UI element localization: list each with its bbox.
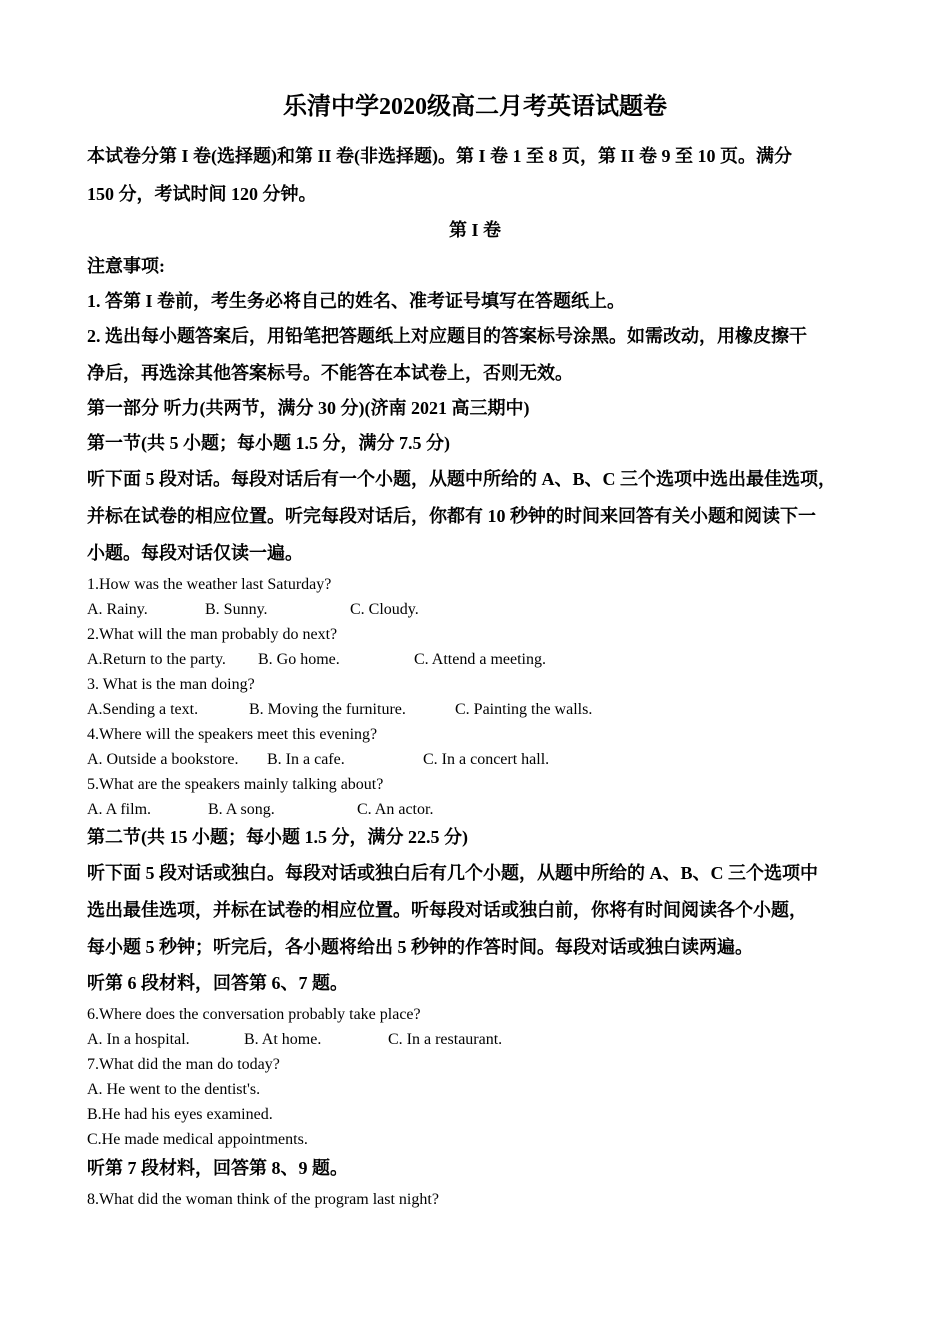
question-7: 7.What did the man do today?	[87, 1056, 280, 1073]
question-6: 6.Where does the conversation probably take place?	[87, 1006, 421, 1023]
q2-option-b: B. Go home.	[258, 651, 340, 668]
question-8: 8.What did the woman think of the program last night?	[87, 1191, 439, 1208]
page-title: 乐清中学2020级高二月考英语试题卷	[283, 94, 667, 120]
part1-heading: 第一部分 听力(共两节，满分 30 分)(济南 2021 高三期中)	[87, 398, 530, 418]
notice-heading: 注意事项:	[87, 256, 165, 276]
q2-option-a: A.Return to the party.	[87, 651, 226, 668]
question-4: 4.Where will the speakers meet this evening?	[87, 726, 378, 743]
q3-option-c: C. Painting the walls.	[455, 701, 593, 718]
question-5: 5.What are the speakers mainly talking about?	[87, 776, 384, 793]
q6-option-a: A. In a hospital.	[87, 1031, 190, 1048]
section2-instruction-1: 听下面 5 段对话或独白。每段对话或独白后有几个小题，从题中所给的 A、B、C 三个选项中	[87, 863, 818, 883]
question-2: 2.What will the man probably do next?	[87, 626, 338, 643]
q6-option-b: B. At home.	[244, 1031, 322, 1048]
question-3: 3. What is the man doing?	[87, 676, 255, 693]
notice-item-2-line-2: 净后，再选涂其他答案标号。不能答在本试卷上，否则无效。	[87, 363, 573, 383]
q3-option-a: A.Sending a text.	[87, 701, 199, 718]
q4-option-b: B. In a cafe.	[267, 751, 345, 768]
section1-instruction-3: 小题。每段对话仅读一遍。	[87, 543, 303, 563]
q7-option-c: C.He made medical appointments.	[87, 1131, 308, 1148]
intro-line-1: 本试卷分第 I 卷(选择题)和第 II 卷(非选择题)。第 I 卷 1 至 8 页，第 II 卷 9 至 10 页。满分	[87, 146, 793, 166]
q7-option-a: A. He went to the dentist's.	[87, 1081, 261, 1098]
material-7-heading: 听第 7 段材料，回答第 8、9 题。	[87, 1158, 348, 1178]
q2-option-c: C. Attend a meeting.	[414, 651, 546, 668]
notice-item-1: 1. 答第 I 卷前，考生务必将自己的姓名、准考证号填写在答题纸上。	[87, 291, 626, 311]
q1-option-a: A. Rainy.	[87, 601, 148, 618]
q4-option-c: C. In a concert hall.	[423, 751, 550, 768]
q6-option-c: C. In a restaurant.	[388, 1031, 503, 1048]
q3-option-b: B. Moving the furniture.	[249, 701, 406, 718]
q5-option-a: A. A film.	[87, 801, 152, 818]
section2-instruction-2: 选出最佳选项，并标在试卷的相应位置。听每段对话或独白前，你将有时间阅读各个小题，	[87, 900, 807, 920]
section1-heading: 第一节(共 5 小题；每小题 1.5 分，满分 7.5 分)	[87, 433, 450, 453]
section2-instruction-3: 每小题 5 秒钟；听完后，各小题将给出 5 秒钟的作答时间。每段对话或独白读两遍。	[87, 937, 753, 957]
volume-heading: 第 I 卷	[448, 220, 501, 240]
q5-option-c: C. An actor.	[357, 801, 434, 818]
material-6-heading: 听第 6 段材料，回答第 6、7 题。	[87, 973, 348, 993]
q4-option-a: A. Outside a bookstore.	[87, 751, 239, 768]
section1-instruction-1: 听下面 5 段对话。每段对话后有一个小题，从题中所给的 A、B、C 三个选项中选出最佳选项，	[87, 469, 836, 489]
question-1: 1.How was the weather last Saturday?	[87, 576, 332, 593]
q7-option-b: B.He had his eyes examined.	[87, 1106, 273, 1123]
q5-option-b: B. A song.	[208, 801, 275, 818]
q1-option-b: B. Sunny.	[205, 601, 268, 618]
notice-item-2-line-1: 2. 选出每小题答案后，用铅笔把答题纸上对应题目的答案标号涂黑。如需改动，用橡皮擦干	[87, 326, 807, 346]
intro-line-2: 150 分，考试时间 120 分钟。	[87, 184, 317, 204]
q1-option-c: C. Cloudy.	[350, 601, 419, 618]
section1-instruction-2: 并标在试卷的相应位置。听完每段对话后，你都有 10 秒钟的时间来回答有关小题和阅读下一	[87, 506, 816, 526]
section2-heading: 第二节(共 15 小题；每小题 1.5 分，满分 22.5 分)	[87, 827, 468, 847]
